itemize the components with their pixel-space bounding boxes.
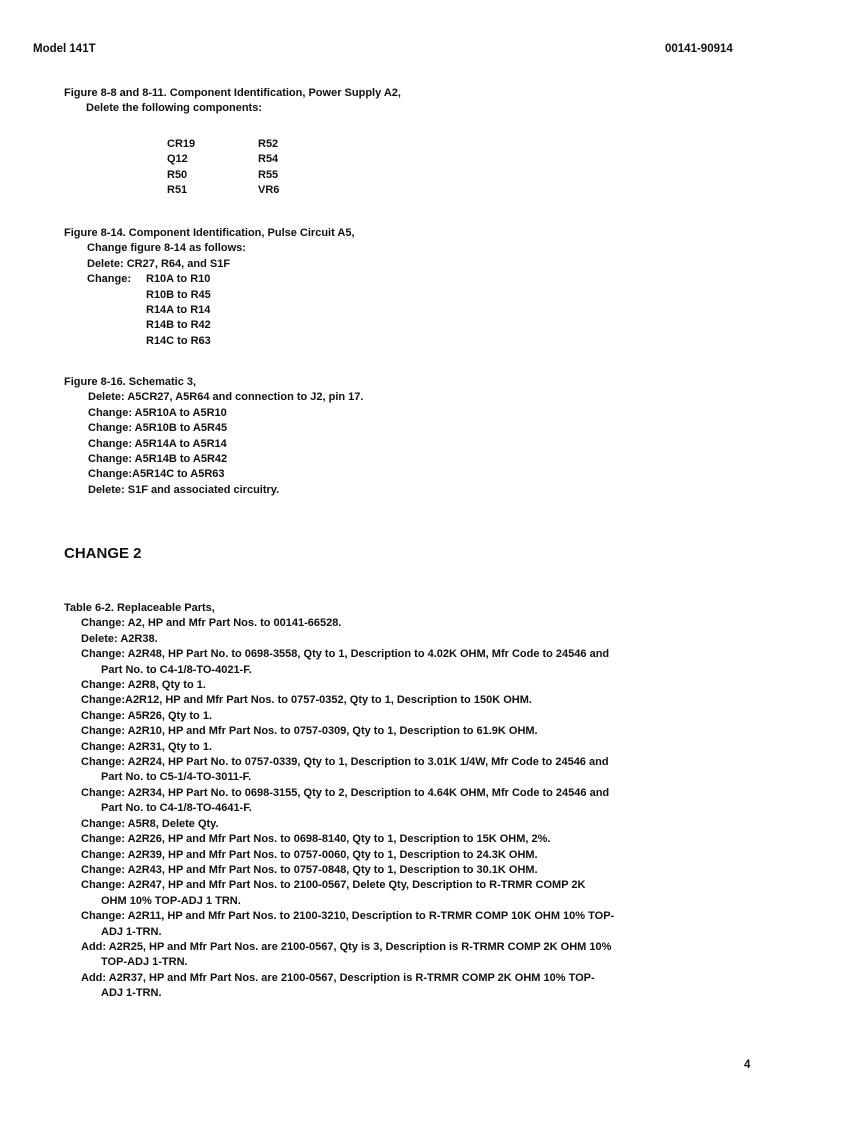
- component-item: Q12: [167, 153, 188, 166]
- section-title: Figure 8-16. Schematic 3,: [64, 376, 197, 388]
- change-row: [64, 272, 355, 287]
- parts-change-continuation: ADJ 1-TRN.: [101, 987, 162, 1000]
- section-title: Figure 8-14. Component Identification, Pulse Circuit A5,: [64, 227, 355, 239]
- parts-change-entry: Change: A2R39, HP and Mfr Part Nos. to 0757-0060, Qty to 1, Description to 24.3K OHM.: [81, 848, 538, 861]
- replaceable-parts: [64, 601, 614, 1002]
- change-item: R10B to R45: [146, 288, 211, 301]
- parts-change-continuation: TOP-ADJ 1-TRN.: [101, 956, 188, 969]
- component-item: R50: [167, 168, 188, 181]
- section-line: Change: A5R10B to A5R45: [88, 422, 228, 435]
- parts-change-entry: Change: A2R31, Qty to 1.: [81, 740, 213, 753]
- parts-change-entry: Change: A2R8, Qty to 1.: [81, 679, 206, 692]
- section-line: Delete: CR27, R64, and S1F: [87, 257, 231, 270]
- section-line: Delete: S1F and associated circuitry.: [88, 483, 280, 496]
- change-label: Change:: [87, 273, 131, 286]
- section-instruction: Delete the following components:: [86, 102, 263, 115]
- change-item: R10A to R10: [146, 273, 211, 286]
- section-schematic: [64, 375, 363, 498]
- parts-change-entry: Change:A2R12, HP and Mfr Part Nos. to 0757-0352, Qty to 1, Description to 150K OHM.: [81, 694, 532, 707]
- section-line: Change:A5R14C to A5R63: [88, 468, 225, 481]
- parts-change-continuation: OHM 10% TOP-ADJ 1 TRN.: [101, 894, 241, 907]
- component-item: R52: [258, 138, 279, 150]
- parts-change-entry: Change: A5R26, Qty to 1.: [81, 709, 213, 722]
- parts-change-continuation: Part No. to C4-1/8-TO-4641-F.: [101, 802, 252, 815]
- parts-change-entry: Add: A2R37, HP and Mfr Part Nos. are 2100-0567, Description is R-TRMR COMP 2K OHM 10% TOP-: [81, 971, 595, 984]
- section-line: Change: A5R10A to A5R10: [88, 406, 227, 419]
- section-line: Delete: A5CR27, A5R64 and connection to J2, pin 17.: [88, 391, 364, 404]
- parts-change-entry: Change: A2R26, HP and Mfr Part Nos. to 0698-8140, Qty to 1, Description to 15K OHM, 2%.: [81, 833, 551, 846]
- section-line: Change: A5R14B to A5R42: [88, 453, 228, 466]
- parts-change-entry: Change: A2R24, HP Part No. to 0757-0339, Qty to 1, Description to 3.01K 1/4W, Mfr Code to 24546 and: [81, 756, 609, 769]
- parts-change-continuation: Part No. to C5-1/4-TO-3011-F.: [101, 771, 252, 784]
- component-item: R54: [258, 153, 279, 166]
- change-item: R14C to R63: [146, 334, 211, 347]
- change-2-heading: CHANGE 2: [64, 545, 142, 562]
- parts-change-continuation: ADJ 1-TRN.: [101, 925, 162, 938]
- component-item: R55: [258, 168, 279, 181]
- section-title: Figure 8-8 and 8-11. Component Identification, Power Supply A2,: [64, 87, 401, 99]
- parts-change-entry: Change: A2R43, HP and Mfr Part Nos. to 0757-0848, Qty to 1, Description to 30.1K OHM.: [81, 863, 538, 876]
- parts-change-entry: Change: A2, HP and Mfr Part Nos. to 00141-66528.: [81, 617, 342, 630]
- component-item: R51: [167, 184, 188, 197]
- parts-change-entry: Delete: A2R38.: [81, 632, 158, 645]
- page-number: 4: [744, 1059, 751, 1071]
- document-number: 00141-90914: [665, 43, 733, 55]
- component-item: CR19: [167, 138, 196, 150]
- parts-change-entry: Change: A2R11, HP and Mfr Part Nos. to 2100-3210, Description to R-TRMR COMP 10K OHM 10% TOP-: [81, 910, 615, 923]
- parts-change-continuation: Part No. to C4-1/8-TO-4021-F.: [101, 663, 252, 676]
- parts-change-entry: Change: A2R34, HP Part No. to 0698-3155, Qty to 2, Description to 4.64K OHM, Mfr Code to 24546 and: [81, 786, 610, 799]
- parts-change-entry: Change: A2R47, HP and Mfr Part Nos. to 2100-0567, Delete Qty, Description to R-TRMR COMP 2K: [81, 879, 586, 892]
- parts-change-entry: Change: A2R48, HP Part No. to 0698-3558, Qty to 1, Description to 4.02K OHM, Mfr Code to 24546 and: [81, 648, 610, 661]
- section-line: Change: A5R14A to A5R14: [88, 437, 227, 450]
- section-line: Change figure 8-14 as follows:: [87, 242, 246, 255]
- parts-change-entry: Change: A2R10, HP and Mfr Part Nos. to 0757-0309, Qty to 1, Description to 61.9K OHM.: [81, 725, 538, 738]
- change-item: R14B to R42: [146, 319, 211, 332]
- parts-change-list: [64, 616, 614, 1001]
- table-title: Table 6-2. Replaceable Parts,: [64, 602, 215, 614]
- component-item: VR6: [258, 184, 280, 197]
- model-label: Model 141T: [33, 43, 96, 55]
- change-item: R14A to R14: [146, 304, 211, 317]
- parts-change-entry: Change: A5R8, Delete Qty.: [81, 817, 219, 830]
- component-list: [167, 137, 318, 199]
- section-pulse-circuit: [64, 226, 355, 349]
- parts-change-entry: Add: A2R25, HP and Mfr Part Nos. are 2100-0567, Qty is 3, Description is R-TRMR COMP 2K OHM 10%: [81, 940, 612, 953]
- section-power-supply: [64, 86, 401, 117]
